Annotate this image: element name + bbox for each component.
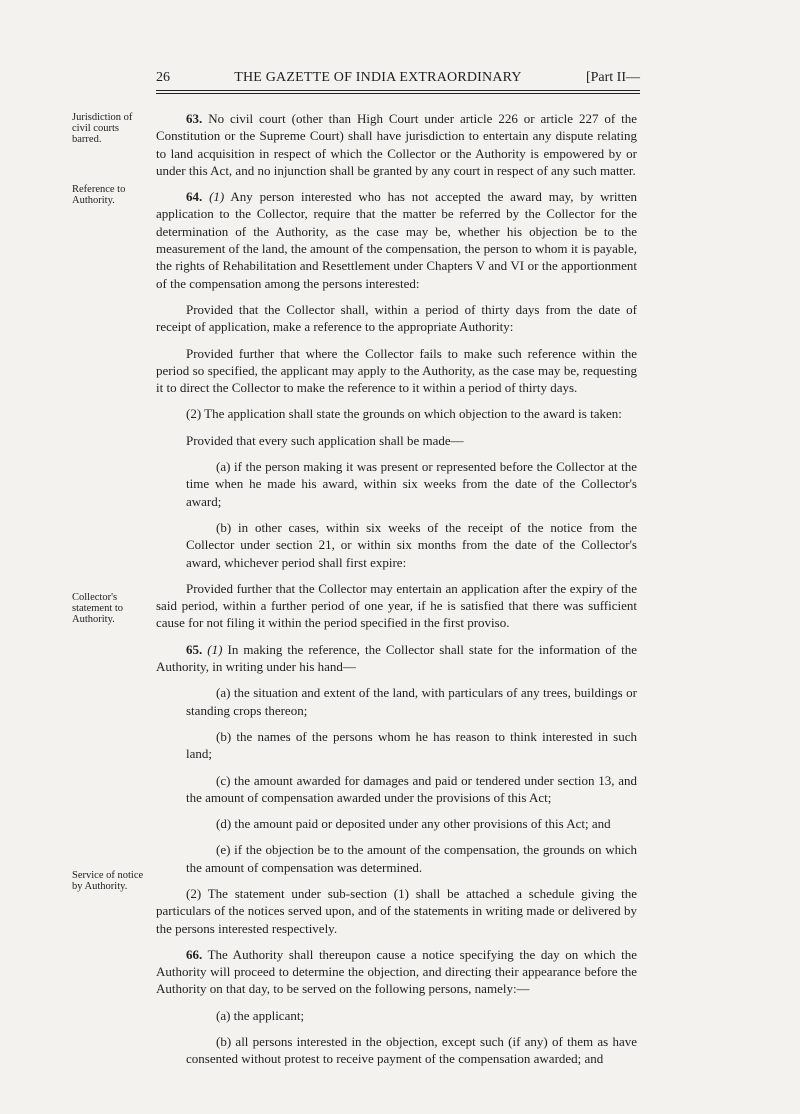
proviso: Provided further that where the Collector fails to make such reference within the period so specified, the applicant may apply to the Authority, as the case may be, requesting it to direct the Collector to make the reference to it within a period of thirty days.: [156, 345, 637, 396]
page-number: 26: [156, 70, 170, 85]
clause: (d) the amount paid or deposited under any other provisions of this Act; and: [216, 816, 611, 832]
sub-section: (2) The statement under sub-section (1) shall be attached a schedule giving the particulars of the notices served upon, and of the statements in writing made or delivered by the persons interested respectively.: [156, 885, 637, 936]
margin-note-section-66: Service of notice by Authority.: [72, 870, 144, 892]
section-number: 64.: [186, 189, 203, 205]
sub-section: (2) The application shall state the grounds on which objection to the award is taken:: [186, 406, 622, 422]
body-text: [156, 110, 637, 1077]
section-number: 63.: [186, 111, 203, 126]
sub-section-number: (1): [207, 641, 223, 657]
section-65: 65. (1) In making the reference, the Collector shall state for the information of the Authority, in writing under his hand—: [156, 641, 638, 675]
margin-note-section-65: Collector's statement to Authority.: [72, 592, 124, 625]
proviso: Provided that the Collector shall, within a period of thirty days from the date of receipt of application, make a reference to the appropriate Authority:: [156, 301, 637, 335]
section-66: 66. The Authority shall thereupon cause a notice specifying the day on which the Authority will proceed to determine the objection, and directing their appearance before the Authority on that day, to be served on the following persons, namely:—: [156, 946, 637, 997]
clause: (e) if the objection be to the amount of the compensation, the grounds on which the amount of compensation was determined.: [186, 842, 637, 875]
clause: (a) the applicant;: [216, 1007, 305, 1023]
section-number: 65.: [186, 641, 203, 657]
clause: (b) in other cases, within six weeks of the receipt of the notice from the Collector under section 21, or within six months from the date of the Collector's award, whichever period shall first expire:: [186, 519, 637, 570]
section-63: 63. No civil court (other than High Court under article 226 or article 227 of the Constitution or the Supreme Court) shall have jurisdiction to entertain any dispute relating to land acquisition in respect of which the Collector or the Authority is empowered by or under this Act, and no injunction shall be granted by any court in respect of any such matter.: [156, 111, 638, 178]
proviso: Provided further that the Collector may entertain an application after the expiry of the said period, within a further period of one year, if he is satisfied that there was sufficient cause for not filing it within the period specified in the first proviso.: [156, 580, 637, 631]
proviso: Provided that every such application shall be made—: [186, 432, 464, 448]
header-rule-bottom: [156, 93, 640, 94]
page-header: [156, 70, 640, 86]
part-label: [Part II—: [585, 70, 640, 85]
section-number: 66.: [186, 946, 203, 962]
margin-note-section-64: Reference to Authority.: [72, 184, 126, 206]
clause: (b) all persons interested in the objection, except such (if any) of them as have consented without protest to receive payment of the compensation awarded; and: [186, 1034, 637, 1067]
header-rule-top: [156, 90, 640, 91]
gazette-title: THE GAZETTE OF INDIA EXTRAORDINARY: [234, 70, 522, 85]
clause: (b) the names of the persons whom he has reason to think interested in such land;: [186, 728, 637, 762]
clause: (a) if the person making it was present or represented before the Collector at the time when he made his award, within six weeks from the date of the Collector's award;: [186, 459, 637, 509]
sub-section-number: (1): [209, 189, 225, 205]
section-64: 64. (1) Any person interested who has not accepted the award may, by written application to the Collector, require that the matter be referred by the Collector for the determination of the Authority, as the case may be, whether his objection be to the measurement of the land, the amount of the compensation, the person to whom it is payable, the rights of Rehabilitation and Resettlement under Chapters V and VI or the apportionment of the compensation among the persons interested:: [156, 189, 637, 291]
clause: (c) the amount awarded for damages and paid or tendered under section 13, and the amount of compensation awarded under the provisions of this Act;: [186, 772, 637, 805]
margin-note-section-63: Jurisdiction of civil courts barred.: [72, 112, 133, 145]
clause: (a) the situation and extent of the land, with particulars of any trees, buildings or standing crops thereon;: [186, 685, 637, 718]
